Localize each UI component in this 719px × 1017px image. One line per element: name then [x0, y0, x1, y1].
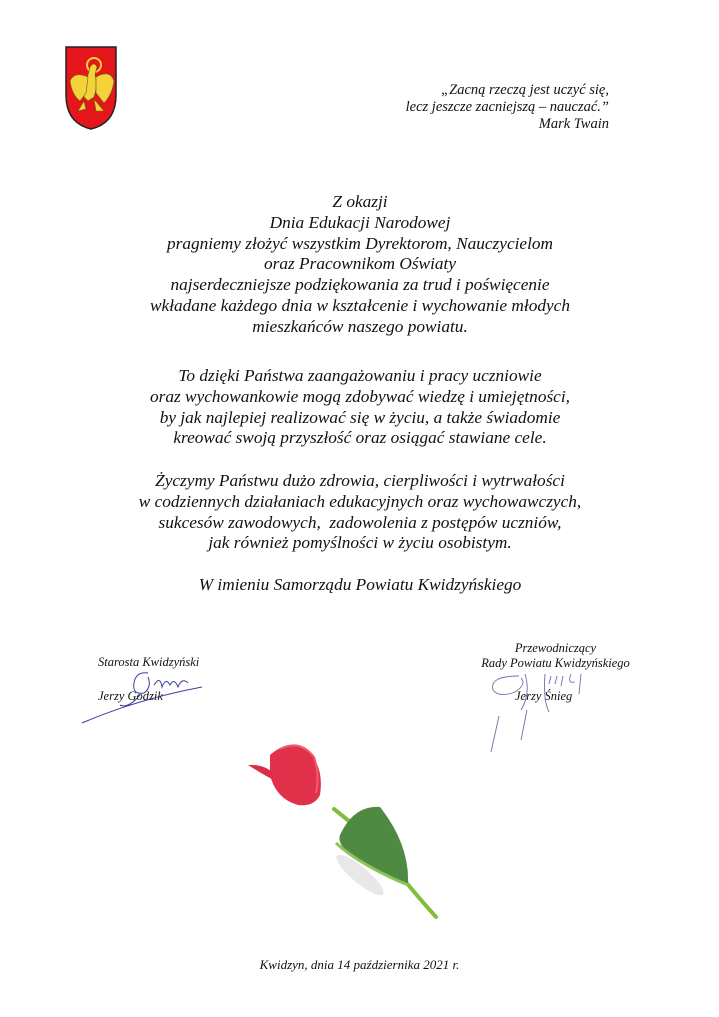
text-line: Dnia Edukacji Narodowej: [269, 212, 451, 232]
epigraph-quote: [309, 82, 609, 133]
text-line: mieszkańców naszego powiatu.: [252, 316, 468, 336]
left-handwritten-signature: [78, 665, 208, 727]
text-line: oraz Pracownikom Oświaty: [263, 254, 456, 274]
text-line: Z okazji: [332, 192, 388, 211]
quote-line: lecz jeszcze zacniejszą – nauczać.”: [405, 99, 609, 115]
text-line: w codziennych działaniach edukacyjnych oraz wychowawczych,: [138, 491, 582, 511]
wishes-paragraph: [60, 471, 660, 554]
text-line: To dzięki Państwa zaangażowaniu i pracy uczniowie: [178, 366, 542, 385]
left-signatory-name: Jerzy Godzik: [98, 689, 163, 703]
text-line: by jak najlepiej realizować się w życiu, a także świadomie: [159, 407, 561, 427]
thanks-paragraph: [60, 366, 660, 449]
text-line: pragniemy złożyć wszystkim Dyrektorom, Nauczycielom: [166, 233, 554, 253]
text-line: jak również pomyślności w życiu osobistym.: [208, 533, 512, 553]
quote-line: „Zacną rzeczą jest uczyć się,: [441, 82, 609, 98]
right-signatory-title: [463, 641, 648, 671]
text-line: kreować swoją przyszłość oraz osiągać stawiane cele.: [173, 428, 547, 448]
tulip-illustration: [240, 735, 460, 935]
greeting-paragraph: [60, 192, 660, 338]
coat-of-arms-logo: [64, 45, 118, 131]
left-signatory-title: Starosta Kwidzyński: [98, 655, 200, 669]
place-and-date: Kwidzyn, dnia 14 października 2021 r.: [259, 957, 460, 972]
text-line: wkładane każdego dnia w kształcenie i wychowanie młodych: [150, 295, 570, 315]
right-handwritten-signature: [485, 670, 605, 755]
right-signatory-name: Jerzy Śnieg: [515, 689, 573, 703]
right-title-line: Rady Powiatu Kwidzyńskiego: [481, 656, 630, 670]
right-title-line: Przewodniczący: [514, 641, 597, 655]
text-line: najserdeczniejsze podziękowania za trud i poświęcenie: [170, 275, 550, 295]
text-line: oraz wychowankowie mogą zdobywać wiedzę i umiejętności,: [150, 386, 570, 406]
quote-author: Mark Twain: [538, 116, 609, 132]
text-line: sukcesów zawodowych, zadowolenia z postępów uczniów,: [158, 512, 562, 532]
text-line: Życzymy Państwu dużo zdrowia, cierpliwości i wytrwałości: [155, 471, 565, 490]
closing-line: W imieniu Samorządu Powiatu Kwidzyńskiego: [198, 575, 522, 594]
